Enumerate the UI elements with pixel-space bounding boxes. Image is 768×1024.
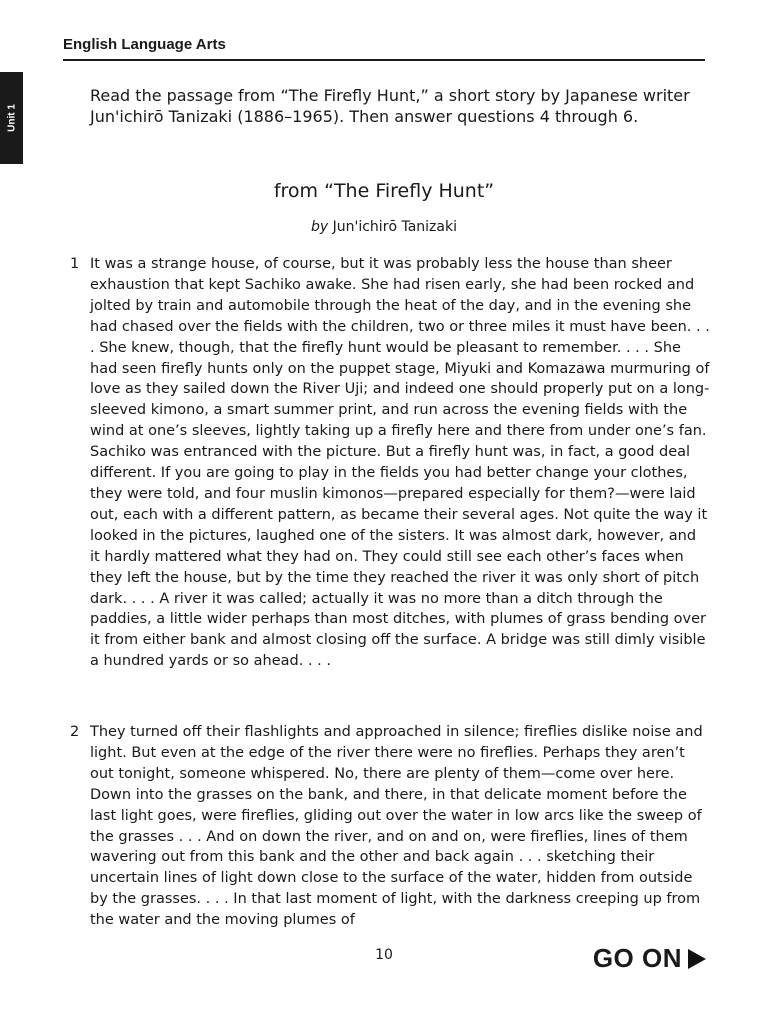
story-title: from “The Firefly Hunt” — [273, 180, 495, 202]
paragraph-text: They turned off their flashlights and approached in silence; fireflies dislike noise and light. But even at the edge of the river there were no fireflies. Perhaps they aren’t out tonight, someone whispered. No, there are plenty of them—come over here. Down into the grasses on the bank, and there, in that delicate moment before the last light goes, were fireflies, gliding out over the water in low arcs like the sweep of the grasses . . . And on down the river, and on and on, were fireflies, lines of them wavering out from this bank and the other and back again . . . sketching their uncertain lines of light down close to the surface of the water, hidden from outside by the grasses. . . . In that last moment of light, with the darkness creeping up from the water and the moving plumes of — [90, 724, 703, 929]
go-on-label: GO ON — [592, 943, 682, 973]
right-arrow-icon — [688, 949, 706, 969]
page-number: 10 — [375, 947, 393, 963]
paragraph-text: It was a strange house, of course, but it was probably less the house than sheer exhaustion that kept Sachiko awake. She had risen early, she had been rocked and jolted by train and automobile through the heat of the day, and in the evening she had chased over the fields with the children, two or three miles it must have been. . . . She knew, though, that the firefly hunt would be pleasant to remember. . . . She had seen firefly hunts only on the puppet stage, Miyuki and Komazawa murmuring of love as they sailed down the River Uji; and indeed one should properly put on a long-sleeved kimono, a smart summer print, and run across the evening fields with the wind at one’s sleeves, lightly taking up a firefly here and there from under one’s fan. Sachiko was entranced with the picture. But a firefly hunt was, in fact, a good deal different. If you are going to play in the fields you had better change your clothes, they were told, and four muslin kimonos—prepared especially for them?—were laid out, each with a different pattern, as became their several ages. Not quite the way it looked in the pictures, laughed one of the sisters. It was almost dark, however, and it hardly mattered what they had on. They could still see each other’s faces when they left the house, but by the time they reached the river it was only short of pitch dark. . . . A river it was called; actually it was no more than a ditch through the paddies, a little wider perhaps than most ditches, with plumes of grass bending over it from either bank and almost closing off the surface. A bridge was still dimly visible a hundred yards or so ahead. . . . — [90, 256, 710, 670]
section-header: English Language Arts — [63, 36, 705, 61]
unit-tab-label: Unit 1 — [6, 104, 17, 132]
paragraph-1 — [70, 254, 710, 672]
paragraph-number: 1 — [70, 256, 80, 272]
paragraph-number: 2 — [70, 724, 80, 740]
byline-by: by — [311, 219, 329, 235]
go-on-indicator — [593, 943, 706, 974]
passage-intro: Read the passage from “The Firefly Hunt,” a short story by Japanese writer Jun'ichirō Tanizaki (1886–1965). Then answer questions 4 through 6. — [90, 86, 690, 126]
byline-author: Jun'ichirō Tanizaki — [332, 219, 457, 235]
unit-tab — [0, 72, 23, 164]
paragraph-2 — [70, 722, 710, 931]
byline — [0, 219, 768, 235]
